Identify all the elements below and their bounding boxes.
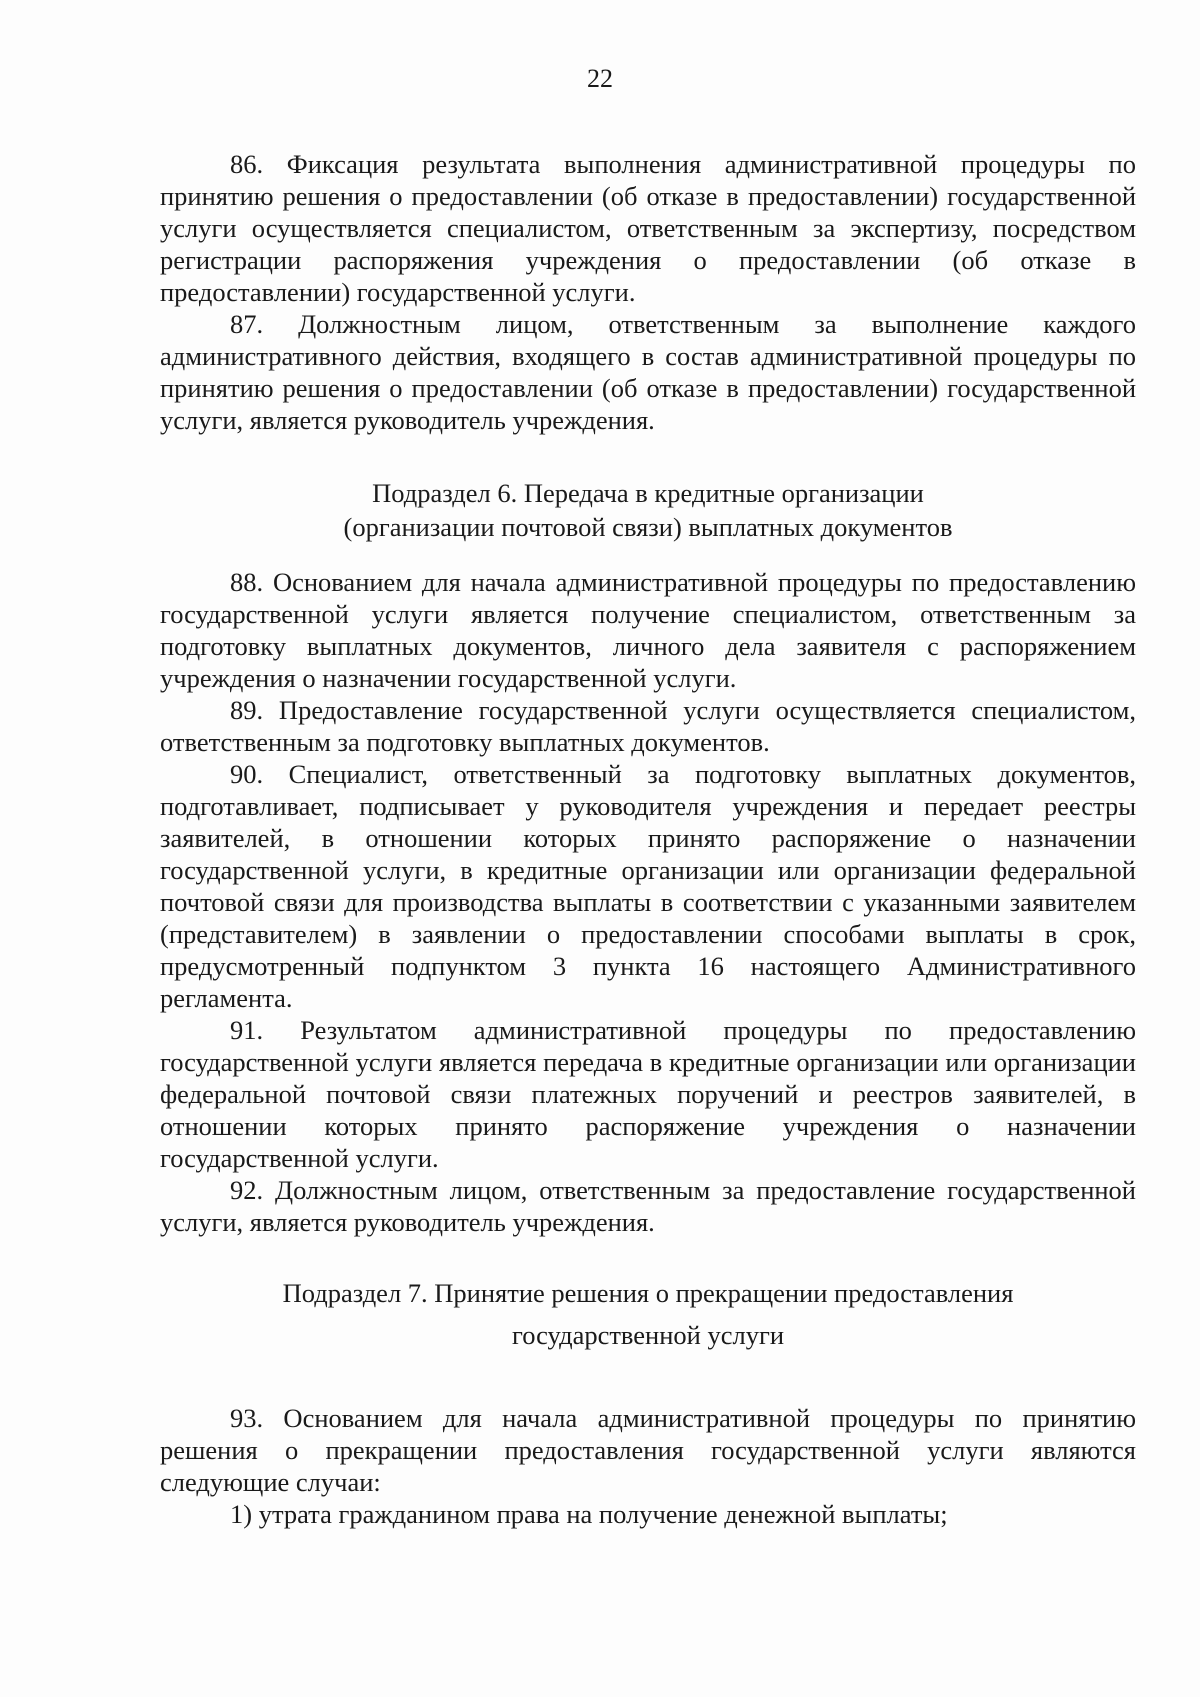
paragraph-86: 86. Фиксация результата выполнения административной процедуры по принятию решения о предоставлении (об отказе в предоставлении) государственной услуги осуществляется специалистом, ответственным за экспертизу, посредством регистрации распоряжения учреждения о предоставлении (об отказе в предоставлении) государственной услуги. [160,149,1136,307]
paragraph-92: 92. Должностным лицом, ответственным за предоставление государственной услуги, является руководитель учреждения. [160,1175,1136,1237]
list-item-1: 1) утрата гражданином права на получение денежной выплаты; [230,1499,948,1529]
paragraph-88: 88. Основанием для начала административной процедуры по предоставлению государственной услуги является получение специалистом, ответственным за подготовку выплатных документов, личного дела заявителя с распоряжением учреждения о назначении государственной услуги. [160,567,1136,693]
subsection-7-heading [160,1272,1136,1356]
paragraph-91: 91. Результатом административной процедуры по предоставлению государственной услуги является передача в кредитные организации или организации федеральной почтовой связи платежных поручений и реестров заявителей, в отношении которых принято распоряжение учреждения о назначении государственной услуги. [160,1015,1136,1173]
page-number: 22 [587,64,613,93]
subsection-6-heading [160,476,1136,544]
paragraph-87: 87. Должностным лицом, ответственным за выполнение каждого административного действия, входящего в состав административной процедуры по принятию решения о предоставлении (об отказе в предоставлении) государственной услуги, является руководитель учреждения. [160,309,1136,435]
paragraph-89: 89. Предоставление государственной услуги осуществляется специалистом, ответственным за подготовку выплатных документов. [160,695,1136,757]
paragraph-93: 93. Основанием для начала административной процедуры по принятию решения о прекращении предоставления государственной услуги являются следующие случаи: [160,1403,1136,1497]
subsection-7-heading-line2: государственной услуги [511,1320,785,1350]
subsection-6-heading-line2: (организации почтовой связи) выплатных документов [343,512,953,542]
subsection-6-heading-line1: Подраздел 6. Передача в кредитные организации [372,478,924,508]
paragraph-90: 90. Специалист, ответственный за подготовку выплатных документов, подготавливает, подписывает у руководителя учреждения и передает реестры заявителей, в отношении которых принято распоряжение о назначении государственной услуги, в кредитные организации или организации федеральной почтовой связи для производства выплаты в соответствии с указанными заявителем (представителем) в заявлении о предоставлении способами выплаты в срок, предусмотренный подпунктом 3 пункта 16 настоящего Административного регламента. [160,759,1136,1013]
document-body [160,148,1136,1530]
subsection-7-heading-line1: Подраздел 7. Принятие решения о прекращении предоставления [282,1278,1014,1308]
